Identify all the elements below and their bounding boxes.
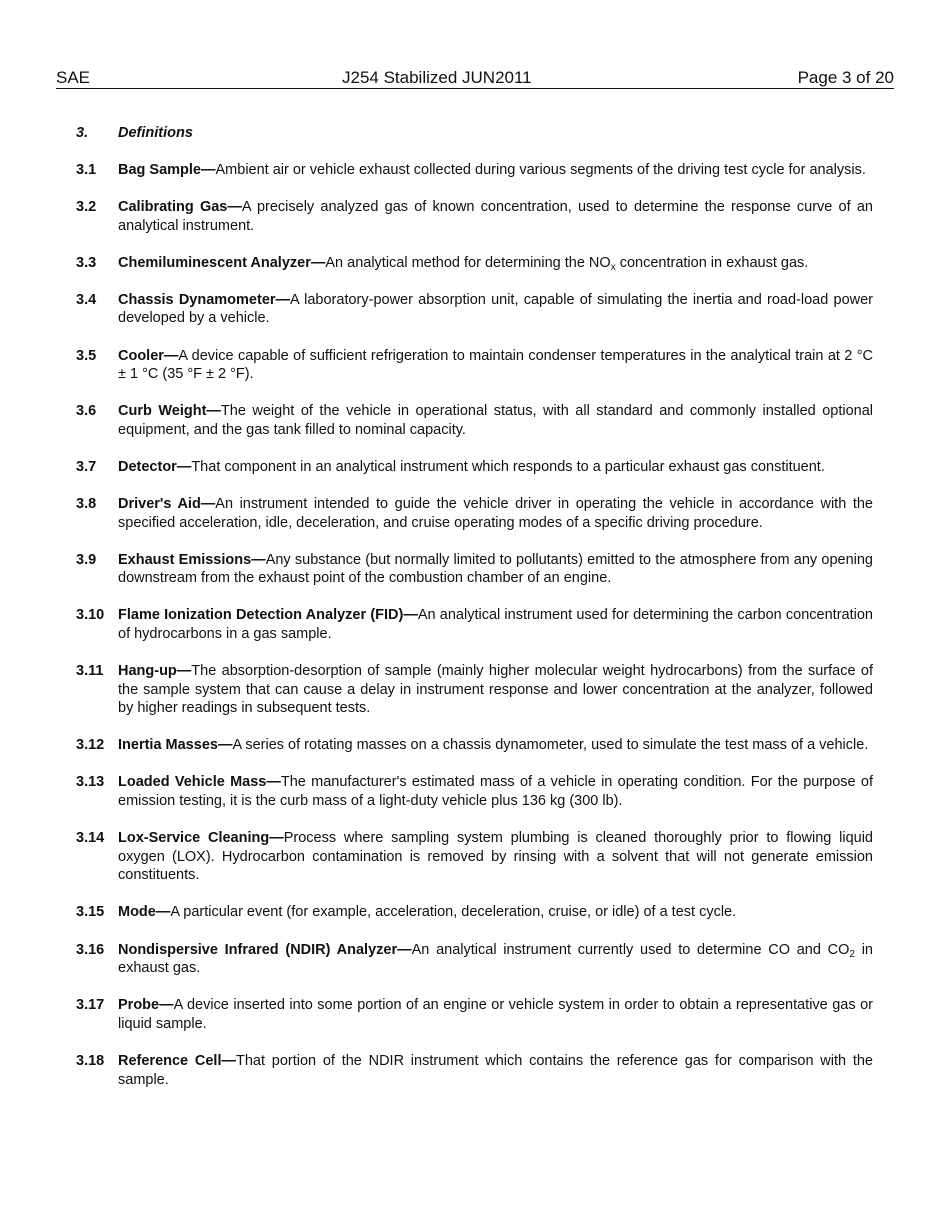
definition-text: The manufacturer's estimated mass of a vehicle in operating condition. For the purpose of emission testing, it is the curb mass of a light-duty vehicle plus 136 kg (300 lb). [118, 774, 873, 810]
definition-term: Nondispersive Infrared (NDIR) Analyzer— [118, 941, 412, 958]
subscript: 2 [849, 948, 855, 960]
definition-number: 3.9 [76, 551, 97, 568]
definition-number: 3.13 [76, 774, 105, 791]
definition-body [118, 829, 873, 885]
definition-number: 3.2 [76, 199, 97, 216]
definition-body [118, 291, 873, 328]
definition-text: An analytical instrument used for determining the carbon concentration of hydrocarbons in a gas sample. [118, 607, 873, 642]
definition-text: Process where sampling system plumbing is cleaned thoroughly prior to flowing liquid oxygen (LOX). Hydrocarbon contamination is removed by rinsing with a solvent that will not generate emission constituents. [118, 830, 873, 884]
definition-item [76, 161, 873, 180]
definition-item [76, 198, 873, 235]
definition-body [118, 347, 873, 384]
definition-text: A laboratory-power absorption unit, capable of simulating the inertia and road-load power developed by a vehicle. [118, 291, 874, 327]
definition-item [76, 254, 873, 273]
definition-term: Hang-up— [118, 663, 192, 680]
definition-text: The absorption-desorption of sample (mainly higher molecular weight hydrocarbons) from the surface of the sample system that can cause a delay in instrument response and lower concentration at the analyzer, followed by higher readings in subsequent tests. [118, 663, 873, 717]
definition-text: That portion of the NDIR instrument which contains the reference gas for comparison with the sample. [118, 1052, 873, 1088]
definition-term: Inertia Masses— [118, 737, 233, 754]
definition-term: Exhaust Emissions— [118, 551, 266, 568]
definition-number: 3.12 [76, 737, 105, 754]
definition-number: 3.5 [76, 347, 97, 364]
definition-body [118, 161, 873, 180]
definition-text: The weight of the vehicle in operational status, with all standard and commonly installed optional equipment, and the gas tank filled to nominal capacity. [118, 403, 873, 438]
header-org: SAE [56, 68, 91, 87]
definition-item [76, 402, 873, 439]
definition-term: Detector— [118, 458, 192, 475]
definition-body [118, 402, 873, 439]
page-header [56, 68, 894, 89]
definition-body [118, 458, 873, 477]
definition-term: Calibrating Gas— [118, 199, 242, 216]
definition-number: 3.3 [76, 254, 97, 271]
definitions-section [76, 124, 873, 1108]
definition-number: 3.11 [76, 663, 104, 680]
definition-item [76, 1052, 873, 1089]
header-doc-id: J254 Stabilized JUN2011 [342, 68, 532, 87]
definition-term: Probe— [118, 997, 174, 1014]
definition-item [76, 903, 873, 922]
definition-text: Ambient air or vehicle exhaust collected during various segments of the driving test cycle for analysis. [215, 162, 866, 178]
definition-term: Mode— [118, 904, 171, 921]
definition-item [76, 458, 873, 477]
definition-body [118, 773, 873, 810]
definition-term: Lox-Service Cleaning— [118, 830, 284, 847]
definition-item [76, 773, 873, 810]
definition-number: 3.10 [76, 607, 105, 624]
definition-body [118, 551, 873, 588]
definition-term: Reference Cell— [118, 1052, 236, 1069]
definition-item [76, 495, 873, 532]
section-title: Definitions [118, 125, 193, 141]
definition-item [76, 662, 873, 718]
definition-term: Chemiluminescent Analyzer— [118, 254, 326, 271]
definition-text-continued: in exhaust gas. [118, 941, 873, 977]
section-heading [76, 124, 873, 143]
definition-term: Cooler— [118, 347, 179, 364]
definition-body [118, 254, 873, 273]
definition-number: 3.16 [76, 941, 105, 958]
definition-term: Bag Sample— [118, 162, 216, 178]
definition-number: 3.17 [76, 997, 105, 1014]
definition-item [76, 347, 873, 384]
definition-item [76, 606, 873, 643]
definition-item [76, 941, 873, 978]
definition-number: 3.18 [76, 1052, 105, 1069]
definition-text: An analytical method for determining the NO [325, 254, 611, 271]
definition-text: An analytical instrument currently used to determine CO and CO [411, 941, 850, 958]
definition-term: Flame Ionization Detection Analyzer (FID)— [118, 607, 418, 624]
definition-item [76, 829, 873, 885]
definition-number: 3.7 [76, 458, 97, 475]
definition-item [76, 996, 873, 1033]
definition-body [118, 495, 873, 532]
definition-body [118, 606, 873, 643]
definition-number: 3.14 [76, 830, 105, 847]
definition-text: A series of rotating masses on a chassis dynamometer, used to simulate the test mass of a vehicle. [232, 737, 869, 754]
definition-body [118, 198, 873, 235]
definition-text: An instrument intended to guide the vehicle driver in operating the vehicle in accordance with the specified acceleration, idle, deceleration, and cruise operating modes of a specific driving procedure. [118, 496, 873, 531]
definition-number: 3.1 [76, 162, 97, 178]
definition-body [118, 903, 873, 922]
definition-number: 3.4 [76, 291, 97, 308]
definition-term: Driver's Aid— [118, 496, 216, 513]
definition-term: Loaded Vehicle Mass— [118, 774, 281, 791]
definition-text: A particular event (for example, acceleration, deceleration, cruise, or idle) of a test cycle. [170, 904, 737, 921]
definition-item [76, 551, 873, 588]
definition-body [118, 736, 873, 755]
definition-number: 3.6 [76, 403, 97, 420]
definition-term: Curb Weight— [118, 403, 221, 420]
definition-item [76, 736, 873, 755]
definition-text: A device inserted into some portion of an engine or vehicle system in order to obtain a representative gas or liquid sample. [118, 997, 873, 1032]
subscript: x [610, 261, 616, 273]
definition-body [118, 662, 873, 718]
definition-text: Any substance (but normally limited to pollutants) emitted to the atmosphere from any opening downstream from the exhaust point of the combustion chamber of an engine. [118, 551, 873, 587]
definition-number: 3.8 [76, 496, 97, 513]
definition-item [76, 291, 873, 328]
definition-text: A device capable of sufficient refrigeration to maintain condenser temperatures in the analytical train at 2 °C ± 1 °C (35 °F ± 2 °F). [118, 347, 873, 383]
definition-text: That component in an analytical instrument which responds to a particular exhaust gas constituent. [191, 458, 825, 475]
definition-text: A precisely analyzed gas of known concentration, used to determine the response curve of an analytical instrument. [118, 199, 873, 234]
definition-text-continued: concentration in exhaust gas. [615, 254, 809, 271]
header-page-number: Page 3 of 20 [797, 68, 894, 87]
definition-body [118, 941, 873, 978]
definition-term: Chassis Dynamometer— [118, 291, 291, 308]
section-number: 3. [76, 125, 89, 141]
definition-body [118, 1052, 873, 1089]
definition-body [118, 996, 873, 1033]
definition-list [76, 161, 873, 1089]
definition-number: 3.15 [76, 904, 105, 921]
